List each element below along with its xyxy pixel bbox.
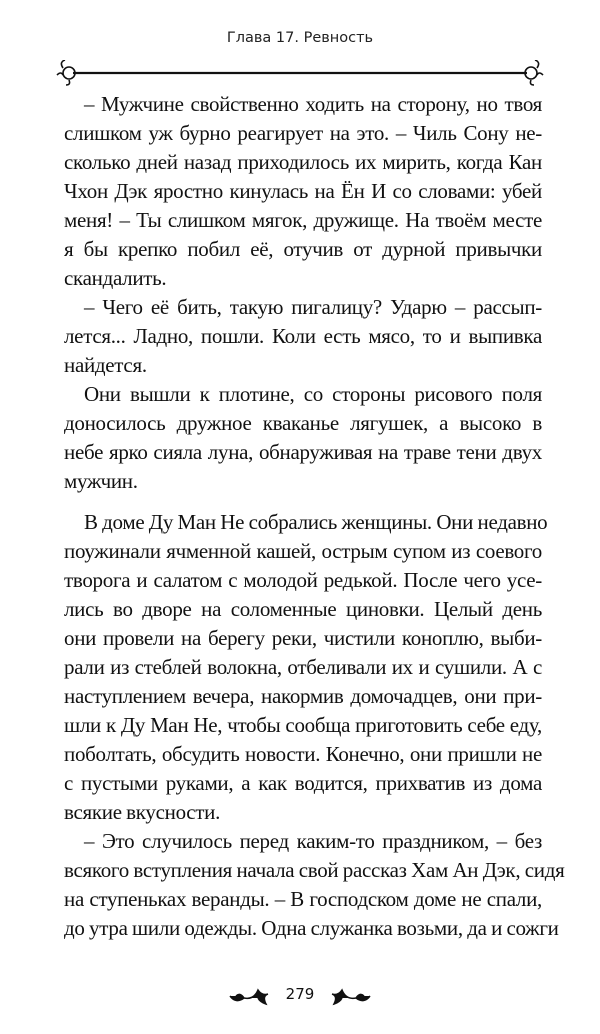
text-line: сколько дней назад приходилось их мирить, когда Кан: [64, 150, 542, 174]
text-line: всякого вступления начала свой рассказ Хам Ан Дэк, сидя: [64, 858, 565, 882]
text-line: лись во дворе на соломенные циновки. Целый день: [64, 597, 542, 621]
text-line: на ступеньках веранды. – В господском доме не спали,: [64, 887, 542, 911]
paragraph: [64, 90, 542, 293]
text-line: слишком уж бурно реагирует на это. – Чиль Сону не-: [64, 121, 542, 145]
running-header: Глава 17. Ревность: [226, 30, 374, 46]
flourish-right-icon: [324, 982, 372, 1006]
text-line: скандалить.: [64, 266, 167, 290]
text-line: В доме Ду Ман Не собрались женщины. Они недавно: [84, 510, 548, 534]
text-line: – Это случилось перед каким-то праздником, – без: [84, 829, 542, 853]
text-line: меня! – Ты слишком мягок, дружище. На твоём месте: [64, 208, 542, 232]
text-line: – Чего её бить, такую пигалицу? Ударю – рассып-: [84, 295, 542, 319]
text-line: доносилось дружное кваканье лягушек, а высоко в: [64, 411, 542, 435]
text-line: они провели на берегу реки, чистили коноплю, выби-: [64, 626, 542, 650]
paragraph: [64, 293, 542, 380]
page-number: 279: [285, 985, 315, 1003]
text-line: мужчин.: [64, 469, 138, 493]
text-line: до утра шили одежды. Одна служанка возьми, да и сожги: [64, 916, 559, 940]
flourish-right-icon: [525, 60, 543, 85]
text-line: небе ярко сияла луна, обнаруживая на траве тени двух: [64, 440, 542, 464]
flourish-left-icon: [228, 982, 276, 1006]
text-line: я бы крепко побил её, отучив от дурной привычки: [64, 237, 542, 261]
text-line: найдется.: [64, 353, 147, 377]
text-line: Чхон Дэк яростно кинулась на Ён И со словами: убей: [64, 179, 542, 203]
text-line: творога и салатом с молодой редькой. После чего усе-: [64, 568, 542, 592]
text-line: шли к Ду Ман Не, чтобы сообща приготовить себе еду,: [64, 713, 542, 737]
paragraph: [64, 827, 565, 943]
ornamental-divider: [55, 60, 545, 86]
text-line: Они вышли к плотине, со стороны рисового поля: [84, 382, 542, 406]
flourish-left-icon: [57, 60, 75, 85]
text-line: наступлением вечера, накормив домочадцев, они при-: [64, 684, 542, 708]
page-footer: [0, 982, 600, 1006]
text-line: с пустыми руками, а как водится, прихватив из дома: [64, 771, 542, 795]
text-line: поужинали ячменной кашей, острым супом из соевого: [64, 539, 542, 563]
text-line: лется... Ладно, пошли. Коли есть мясо, то и выпивка: [64, 324, 542, 348]
paragraph: [64, 380, 542, 496]
text-line: поболтать, обсудить новости. Конечно, они пришли не: [64, 742, 542, 766]
text-line: всякие вкусности.: [64, 800, 221, 824]
section-break: [64, 496, 542, 508]
paragraph: [64, 508, 548, 827]
text-line: рали из стеблей волокна, отбеливали их и сушили. А с: [64, 655, 542, 679]
text-line: – Мужчине свойственно ходить на сторону, но твоя: [84, 92, 542, 116]
body-text: [64, 90, 565, 943]
